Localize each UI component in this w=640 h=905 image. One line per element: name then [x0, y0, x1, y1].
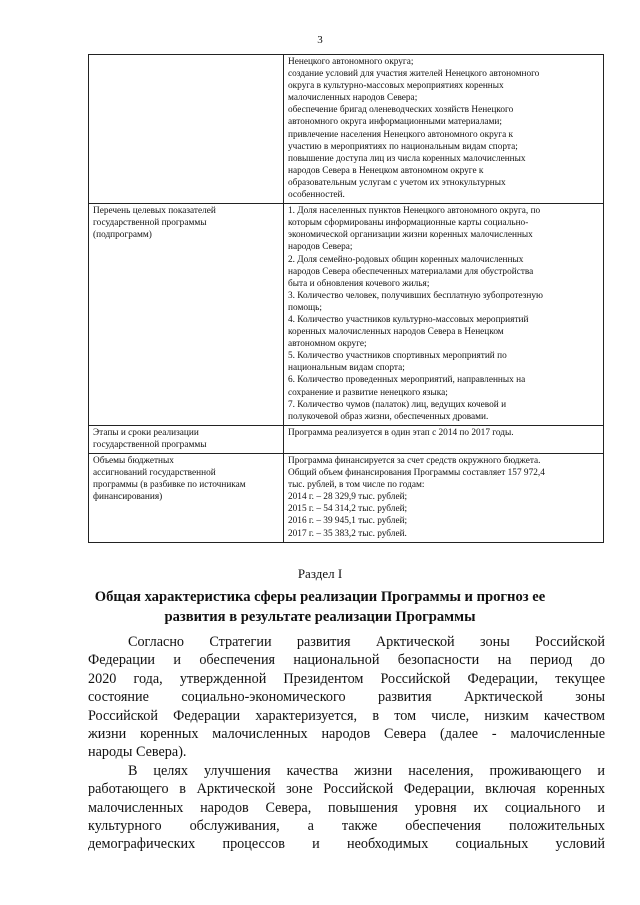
cell-text-line: создание условий для участия жителей Ненецкого автономного [288, 69, 540, 80]
cell-text-line: 1. Доля населенных пунктов Ненецкого автономного округа, по [288, 206, 541, 217]
section-title-line-1: Общая характеристика сферы реализации Программы и прогноз ее [94, 589, 546, 605]
cell-text-line: Объемы бюджетных [93, 456, 174, 466]
cell-text-line: 4. Количество участников культурно-массовых мероприятий [288, 314, 529, 325]
section-heading [0, 566, 640, 627]
cell-text-line: 5. Количество участников спортивных мероприятий по [288, 351, 507, 362]
cell-text-line: национальным видам спорта; [288, 363, 405, 374]
cell-text-line: (подпрограмм) [93, 230, 152, 241]
row-value-cell [284, 454, 604, 543]
paragraph-line: Федерации и обеспечения национальной безопасности на период до [88, 652, 605, 669]
paragraph-line: малочисленных народов Севера, повышения уровня их социального и [88, 799, 605, 816]
table-row [89, 425, 604, 453]
cell-text-line: повышение доступа лиц из числа коренных малочисленных [288, 153, 526, 164]
cell-text-line: которым сформированы информационные карты социально- [288, 218, 529, 229]
paragraph-line: работающего в Арктической зоне Российской Федерации, включая коренных [88, 781, 605, 798]
table-row [89, 204, 604, 426]
cell-text-line: Этапы и сроки реализации [93, 427, 199, 438]
cell-text-line: 2014 г. – 28 329,9 тыс. рублей; [288, 492, 408, 503]
cell-text-line: финансирования) [93, 492, 163, 503]
program-passport-table [88, 54, 604, 543]
cell-text-line: особенностей. [288, 190, 345, 201]
cell-text-line: Программа реализуется в один этап с 2014 по 2017 годы. [288, 427, 514, 438]
cell-text-line: привлечение населения Ненецкого автономного округа к [288, 129, 514, 140]
cell-text-line: программы (в разбивке по источникам [93, 480, 246, 491]
section-label: Раздел I [297, 566, 343, 581]
table-row [89, 454, 604, 543]
cell-text-line: государственной программы [93, 439, 207, 450]
paragraph-line: В целях улучшения качества жизни населения, проживающего и [128, 762, 605, 779]
paragraph-line: демографических процессов и необходимых социальных условий [88, 836, 605, 853]
cell-text-line: округа в культурно-массовых мероприятиях коренных [288, 81, 504, 92]
paragraph [88, 762, 605, 854]
paragraph-line: 2020 года, утвержденной Президентом Российской Федерации, текущее [88, 670, 605, 687]
cell-text-line: полукочевой образ жизни, обеспеченных дровами. [288, 411, 489, 422]
section-title-line-2: развития в результате реализации Программы [164, 609, 476, 625]
cell-text-line: Ненецкого автономного округа; [288, 57, 414, 67]
cell-text-line: обеспечение бригад оленеводческих хозяйств Ненецкого [288, 105, 514, 116]
page-number: 3 [317, 34, 323, 46]
cell-text-line: Программа финансируется за счет средств окружного бюджета. [288, 456, 541, 466]
row-label-cell [89, 204, 284, 426]
cell-text-line: экономической организации жизни коренных малочисленных [288, 230, 533, 241]
paragraph-line: Согласно Стратегии развития Арктической зоны Российской [128, 634, 605, 650]
cell-text-line: 3. Количество человек, получивших бесплатную зубопротезную [288, 290, 543, 301]
row-value-cell [284, 55, 604, 204]
cell-text-line: народов Севера; [288, 242, 353, 253]
body-text [88, 633, 605, 854]
table-row [89, 55, 604, 204]
paragraph-line: жизни коренных малочисленных народов Севера (далее - малочисленные [88, 726, 605, 743]
cell-text-line: ассигнований государственной [93, 468, 216, 479]
cell-text-line: сохранение и развитие ненецкого языка; [288, 387, 448, 398]
cell-text-line: 6. Количество проведенных мероприятий, направленных на [288, 375, 526, 386]
cell-text-line: образовательным услугам с учетом их этнокультурных [288, 177, 506, 188]
cell-text-line: 2017 г. – 35 383,2 тыс. рублей. [288, 528, 407, 539]
passport-table-body [89, 55, 604, 543]
cell-text-line: автономного округа информационными материалами; [288, 117, 502, 128]
cell-text-line: народов Севера в Ненецком автономном округе к [288, 165, 484, 176]
row-label-cell [89, 425, 284, 453]
cell-text-line: Общий объем финансирования Программы составляет 157 972,4 [288, 468, 545, 479]
row-value-cell [284, 425, 604, 453]
cell-text-line: государственной программы [93, 218, 207, 229]
cell-text-line: автономном округе; [288, 339, 367, 350]
row-label-cell [89, 55, 284, 204]
row-value-cell [284, 204, 604, 426]
cell-text-line: коренных малочисленных народов Севера в Ненецком [288, 327, 504, 338]
row-label-cell [89, 454, 284, 543]
cell-text-line: 2016 г. – 39 945,1 тыс. рублей; [288, 516, 408, 527]
cell-text-line: народов Севера обеспеченных материалами для обустройства [288, 266, 534, 277]
paragraph-line: состояние социально-экономического развития Арктической зоны [88, 689, 605, 706]
cell-text-line: помощь; [288, 302, 322, 313]
cell-text-line: участию в мероприятиях по национальным видам спорта; [288, 141, 518, 152]
cell-text-line: 7. Количество чумов (палаток) лиц, ведущих кочевой и [288, 399, 507, 410]
cell-text-line: Перечень целевых показателей [93, 206, 216, 217]
cell-text-line: 2015 г. – 54 314,2 тыс. рублей; [288, 504, 408, 515]
cell-text-line: тыс. рублей, в том числе по годам: [288, 480, 425, 491]
paragraph-line: Российской Федерации характеризуется, в том числе, низким качеством [88, 707, 605, 724]
paragraph-line: культурного обслуживания, а также обеспечения положительных [88, 818, 605, 835]
paragraph [88, 633, 605, 762]
cell-text-line: малочисленных народов Севера; [288, 93, 418, 104]
paragraph-line: народы Севера). [88, 744, 187, 761]
cell-text-line: 2. Доля семейно-родовых общин коренных малочисленных [288, 254, 524, 265]
cell-text-line: быта и обновления кочевого жилья; [288, 278, 430, 289]
